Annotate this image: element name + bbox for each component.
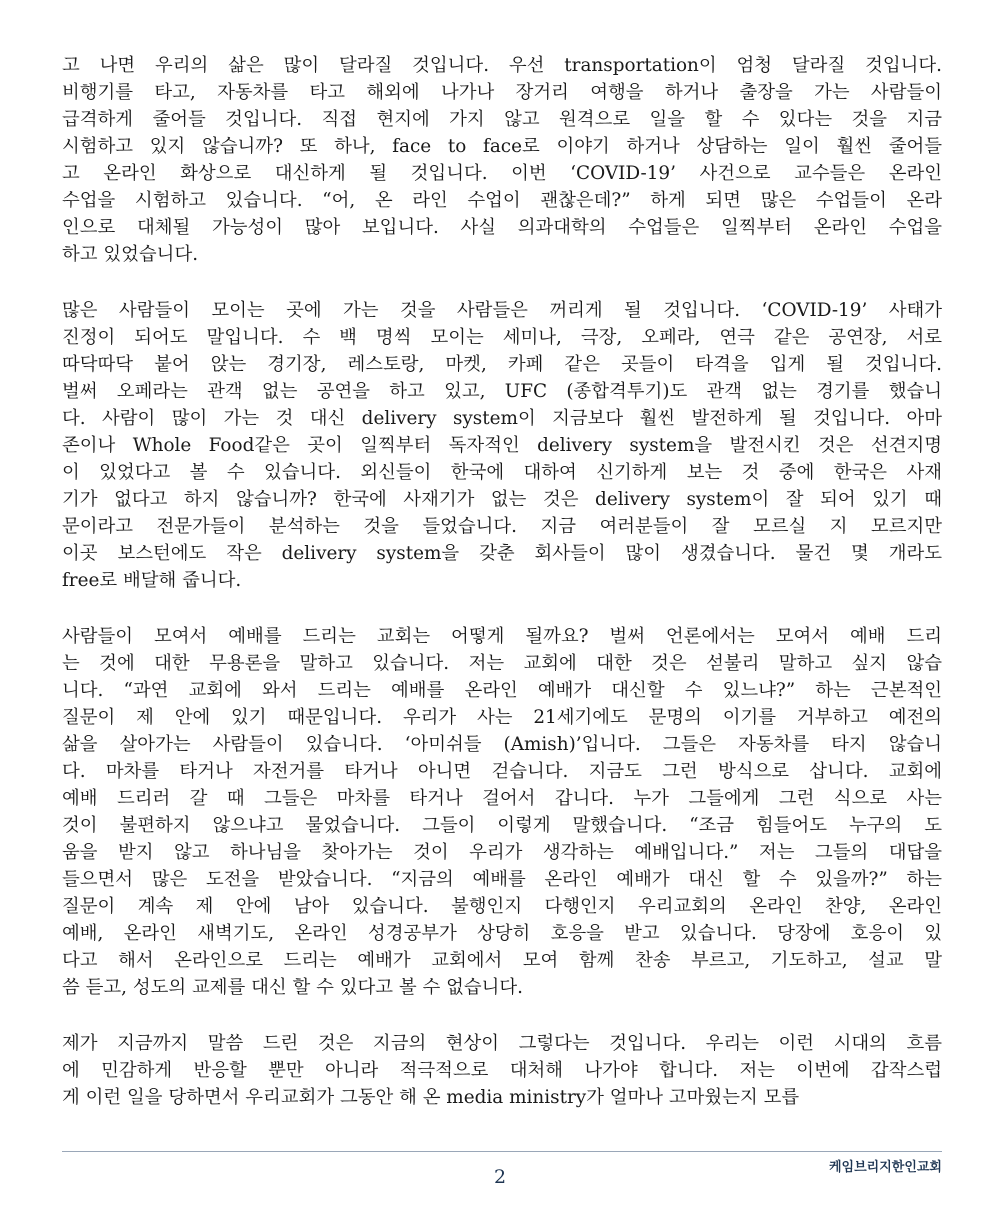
text-line: 에 민감하게 반응할 뿐만 아니라 적극적으로 대처해 나가야 합니다. 저는 이번에 갑작스럽: [62, 1060, 942, 1081]
text-line: 진정이 되어도 말입니다. 수 백 명씩 모이는 세미나, 극장, 오페라, 연극 같은 공연장, 서로: [62, 327, 942, 348]
text-line: 이 있었다고 볼 수 있습니다. 외신들이 한국에 대하여 신기하게 보는 것 중에 한국은 사재: [62, 462, 942, 483]
text-line: 이곳 보스턴에도 작은 delivery system을 갖춘 회사들이 많이 생겼습니다. 물건 몇 개라도: [62, 543, 942, 564]
text-line: 인으로 대체될 가능성이 많아 보입니다. 사실 의과대학의 수업들은 일찍부터 온라인 수업을: [62, 217, 942, 238]
text-line: 다. 사람이 많이 가는 것 대신 delivery system이 지금보다 훨씬 발전하게 될 것입니다. 아마: [62, 408, 942, 429]
text-line: 고 나면 우리의 삶은 많이 달라질 것입니다. 우선 transportation이 엄청 달라질 것입니다.: [62, 55, 942, 76]
text-line: 시험하고 있지 않습니까? 또 하나, face to face로 이야기 하거나 상담하는 일이 훨씬 줄어들: [62, 136, 942, 157]
text-line: 벌써 오페라는 관객 없는 공연을 하고 있고, UFC (종합격투기)도 관객 없는 경기를 했습니: [62, 381, 942, 402]
page-number: 2: [493, 1166, 507, 1188]
text-line: 질문이 계속 제 안에 남아 있습니다. 불행인지 다행인지 우리교회의 온라인 찬양, 온라인: [62, 896, 942, 917]
text-line: 는 것에 대한 무용론을 말하고 있습니다. 저는 교회에 대한 것은 섣불리 말하고 싶지 않습: [62, 653, 942, 674]
text-line: 문이라고 전문가들이 분석하는 것을 들었습니다. 지금 여러분들이 잘 모르실 지 모르지만: [62, 516, 942, 537]
text-line: 것이 불편하지 않으냐고 물었습니다. 그들이 이렇게 말했습니다. “조금 힘들어도 누구의 도: [62, 815, 942, 836]
text-line: free로 배달해 줍니다.: [62, 570, 242, 591]
text-line: 니다. “과연 교회에 와서 드리는 예배를 온라인 예배가 대신할 수 있느냐?” 하는 근본적인: [62, 680, 942, 701]
text-line: 질문이 제 안에 있기 때문입니다. 우리가 사는 21세기에도 문명의 이기를 거부하고 예전의: [62, 707, 942, 728]
text-line: 하고 있었습니다.: [62, 244, 199, 265]
text-line: 움을 받지 않고 하나님을 찾아가는 것이 우리가 생각하는 예배입니다.” 저는 그들의 대답을: [62, 842, 942, 863]
paragraph-1: [62, 52, 942, 268]
church-name: 케임브리지한인교회: [828, 1160, 942, 1175]
paragraph-2: [62, 297, 942, 594]
text-line: 삶을 살아가는 사람들이 있습니다. ‘아미쉬들 (Amish)’입니다. 그들은 자동차를 타지 않습니: [62, 734, 942, 755]
article-body: [62, 52, 942, 1140]
text-line: 다고 해서 온라인으로 드리는 예배가 교회에서 모여 함께 찬송 부르고, 기도하고, 설교 말: [62, 950, 942, 971]
text-line: 예배, 온라인 새벽기도, 온라인 성경공부가 상당히 호응을 받고 있습니다. 당장에 호응이 있: [62, 923, 942, 944]
text-line: 존이나 Whole Food같은 곳이 일찍부터 독자적인 delivery system을 발전시킨 것은 선견지명: [62, 435, 942, 456]
paragraph-3: [62, 623, 942, 1001]
text-line: 다. 마차를 타거나 자전거를 타거나 아니면 걷습니다. 지금도 그런 방식으로 삽니다. 교회에: [62, 761, 942, 782]
text-line: 기가 없다고 하지 않습니까? 한국에 사재기가 없는 것은 delivery system이 잘 되어 있기 때: [62, 489, 942, 510]
text-line: 사람들이 모여서 예배를 드리는 교회는 어떻게 될까요? 벌써 언론에서는 모여서 예배 드리: [62, 626, 942, 647]
text-line: 고 온라인 화상으로 대신하게 될 것입니다. 이번 ‘COVID-19’ 사건으로 교수들은 온라인: [62, 163, 942, 184]
text-line: 수업을 시험하고 있습니다. “어, 온 라인 수업이 괜찮은데?” 하게 되면 많은 수업들이 온라: [62, 190, 942, 211]
text-line: 따닥따닥 붙어 앉는 경기장, 레스토랑, 마켓, 카페 같은 곳들이 타격을 입게 될 것입니다.: [62, 354, 942, 375]
text-line: 게 이런 일을 당하면서 우리교회가 그동안 해 온 media ministry가 얼마나 고마웠는지 모릅: [62, 1087, 800, 1108]
paragraph-4: [62, 1030, 942, 1111]
text-line: 씀 듣고, 성도의 교제를 대신 할 수 있다고 볼 수 없습니다.: [62, 977, 523, 998]
text-line: 비행기를 타고, 자동차를 타고 해외에 나가나 장거리 여행을 하거나 출장을 가는 사람들이: [62, 82, 942, 103]
text-line: 급격하게 줄어들 것입니다. 직접 현지에 가지 않고 원격으로 일을 할 수 있다는 것을 지금: [62, 109, 942, 130]
text-line: 제가 지금까지 말씀 드린 것은 지금의 현상이 그렇다는 것입니다. 우리는 이런 시대의 흐름: [62, 1033, 942, 1054]
text-line: 들으면서 많은 도전을 받았습니다. “지금의 예배를 온라인 예배가 대신 할 수 있을까?” 하는: [62, 869, 942, 890]
text-line: 많은 사람들이 모이는 곳에 가는 것을 사람들은 꺼리게 될 것입니다. ‘COVID-19’ 사태가: [62, 300, 942, 321]
footer-divider: [62, 1151, 942, 1152]
text-line: 예배 드리러 갈 때 그들은 마차를 타거나 걸어서 갑니다. 누가 그들에게 그런 식으로 사는: [62, 788, 942, 809]
